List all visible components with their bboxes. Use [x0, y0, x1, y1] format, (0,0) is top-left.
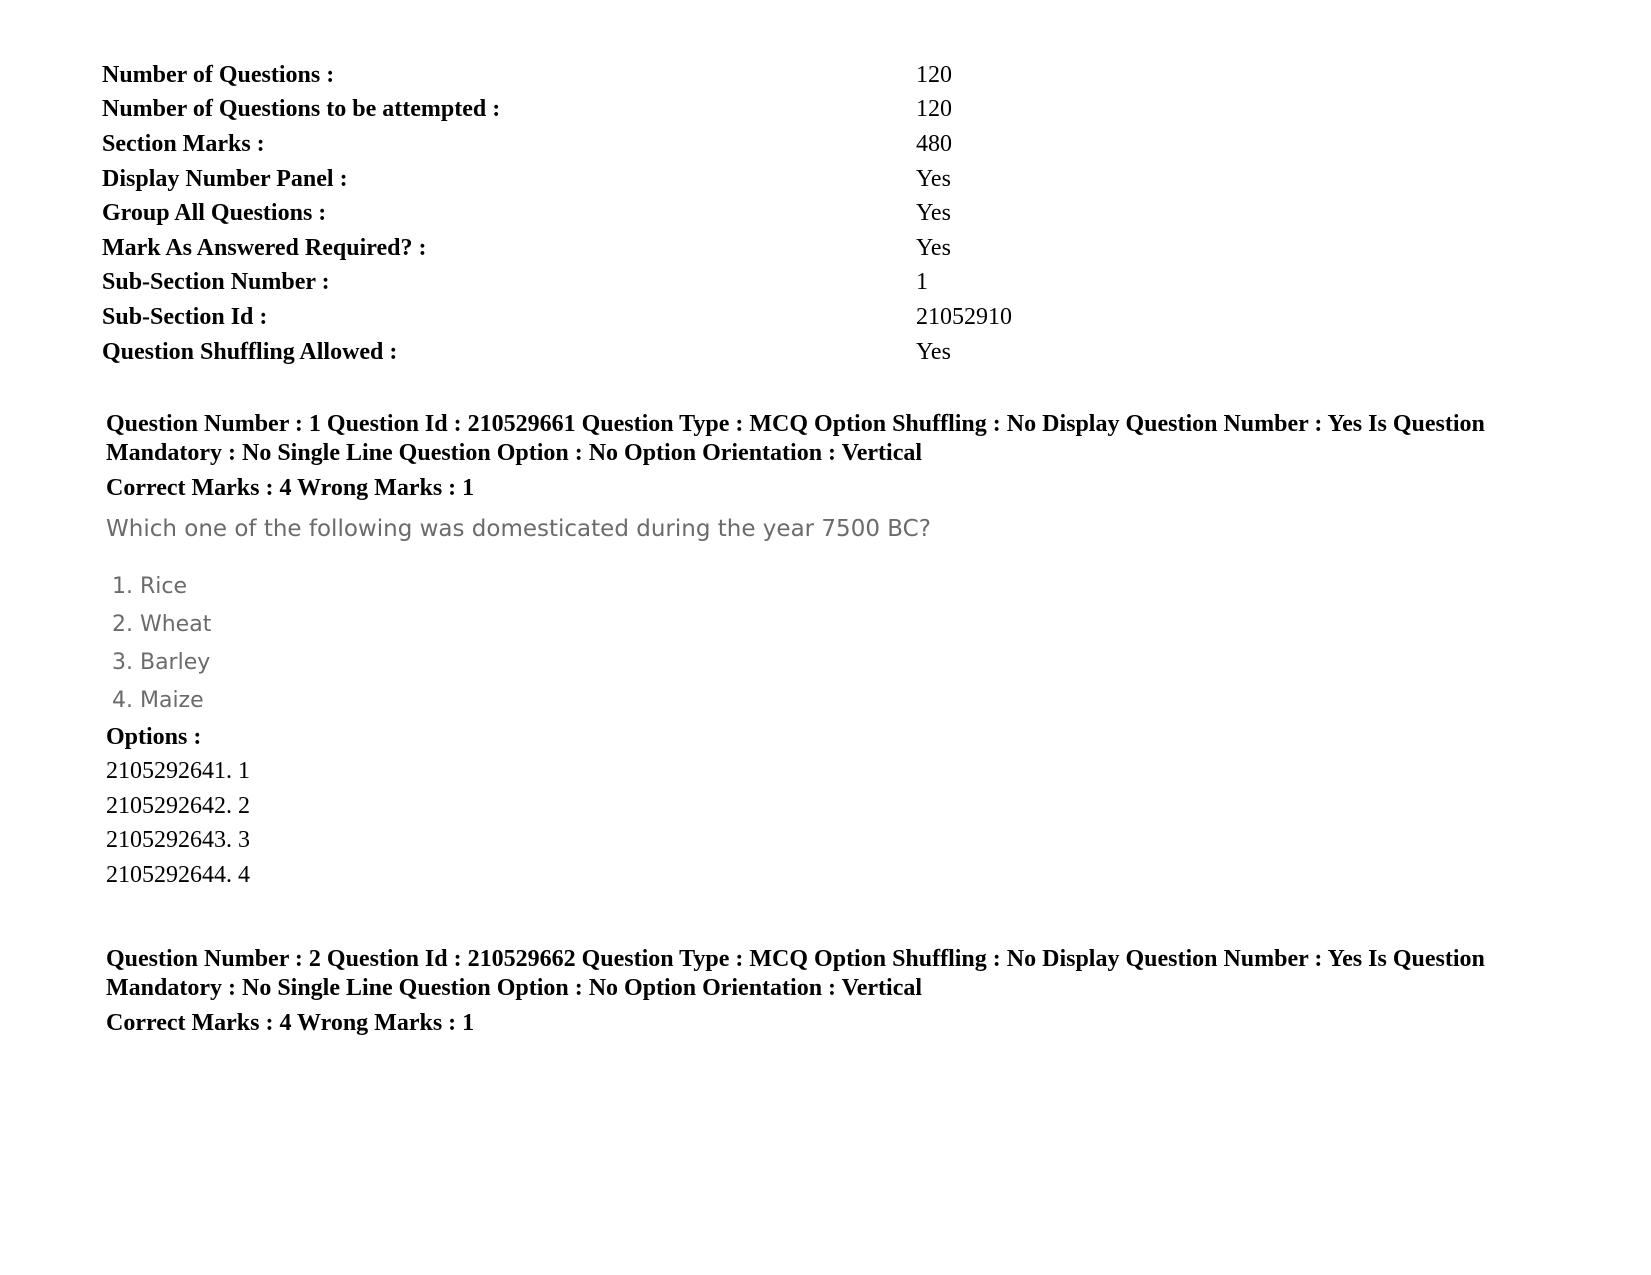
option-id: 2105292643. 3 [106, 827, 250, 853]
summary-row [102, 335, 1102, 370]
summary-label: Mark As Answered Required? : [102, 234, 427, 261]
summary-value: 120 [916, 96, 952, 123]
answer-choices [112, 568, 1566, 720]
summary-value: 480 [916, 130, 952, 157]
summary-row [102, 93, 1102, 128]
answer-choice: 3. Barley [112, 650, 211, 675]
summary-value: Yes [916, 165, 951, 192]
section-summary [102, 58, 1102, 369]
summary-value: Yes [916, 338, 951, 365]
summary-row [102, 196, 1102, 231]
answer-choice: 1. Rice [112, 574, 188, 599]
summary-value: Yes [916, 200, 951, 227]
answer-choice: 2. Wheat [112, 612, 212, 637]
question-text: Which one of the following was domesticated during the year 7500 BC? [106, 516, 931, 542]
summary-value: 1 [916, 269, 928, 296]
summary-label: Sub-Section Number : [102, 269, 330, 296]
summary-label: Section Marks : [102, 130, 265, 157]
question-header: Question Number : 2 Question Id : 210529662 Question Type : MCQ Option Shuffling : No Display Question Number : Yes Is Question Mandatory : No Single Line Question Option : No Option Orientation : Vertical [106, 946, 1485, 1001]
question-block [106, 945, 1566, 1038]
summary-row [102, 300, 1102, 335]
summary-value: Yes [916, 234, 951, 261]
summary-value: 120 [916, 61, 952, 88]
summary-label: Group All Questions : [102, 200, 327, 227]
summary-row [102, 162, 1102, 197]
question-header: Question Number : 1 Question Id : 210529661 Question Type : MCQ Option Shuffling : No Display Question Number : Yes Is Question Mandatory : No Single Line Question Option : No Option Orientation : Vertical [106, 411, 1485, 466]
question-block [106, 410, 1566, 892]
question-marks: Correct Marks : 4 Wrong Marks : 1 [106, 475, 475, 501]
summary-label: Display Number Panel : [102, 165, 348, 192]
summary-label: Number of Questions : [102, 61, 335, 88]
summary-row [102, 231, 1102, 266]
summary-label: Number of Questions to be attempted : [102, 96, 501, 123]
summary-row [102, 58, 1102, 93]
summary-row [102, 266, 1102, 301]
option-id: 2105292644. 4 [106, 861, 250, 888]
answer-choice: 4. Maize [112, 688, 204, 713]
summary-row [102, 127, 1102, 162]
option-id: 2105292641. 1 [106, 758, 250, 784]
question-marks: Correct Marks : 4 Wrong Marks : 1 [106, 1010, 475, 1036]
summary-label: Question Shuffling Allowed : [102, 338, 398, 365]
option-id: 2105292642. 2 [106, 792, 250, 819]
options-label: Options : [106, 724, 202, 750]
summary-label: Sub-Section Id : [102, 303, 268, 330]
summary-value: 21052910 [916, 303, 1012, 330]
